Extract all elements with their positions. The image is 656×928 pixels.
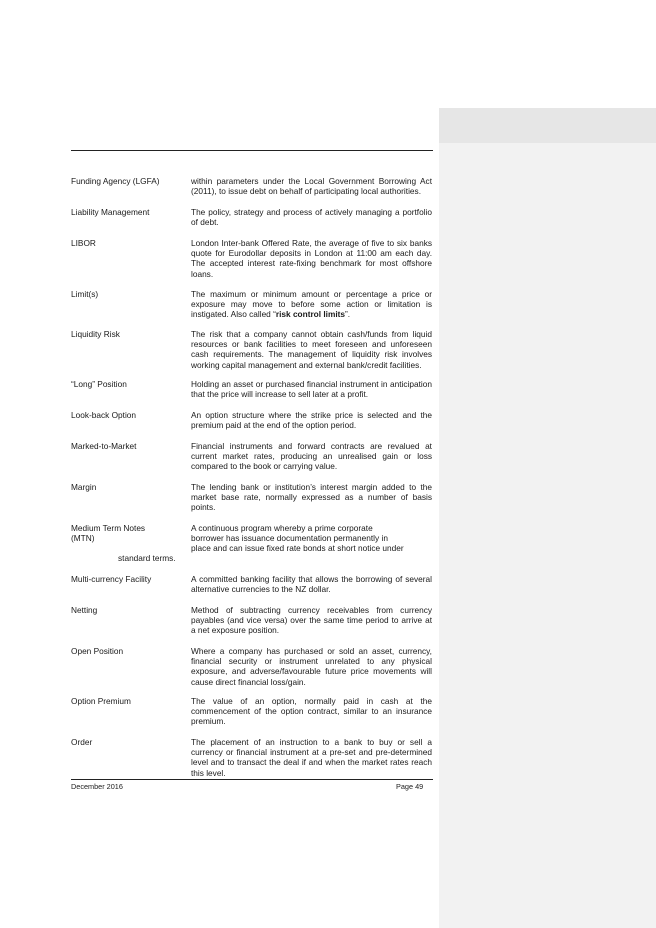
- glossary-definition: London Inter-bank Offered Rate, the average of five to six banks quote for Eurodollar deposits in London at 11:00 am each day. The accepted interest rate-fixing benchmark for most offshore loans.: [191, 238, 432, 279]
- glossary-term: Limit(s): [71, 289, 99, 299]
- definition-line: A continuous program whereby a prime corporate: [191, 523, 373, 533]
- glossary-definition: An option structure where the strike price is selected and the premium paid at the end of the option period.: [191, 410, 432, 431]
- glossary-definition: Holding an asset or purchased financial instrument in anticipation that the price will increase to sell later at a profit.: [191, 379, 432, 400]
- comment-pane-header: [439, 108, 656, 143]
- glossary-definition: The value of an option, normally paid in cash at the commencement of the option contract, similar to an insurance premium.: [191, 696, 432, 727]
- footer-page-number: Page 49: [396, 782, 424, 791]
- glossary-term: “Long” Position: [71, 379, 127, 389]
- glossary-definition: [191, 523, 432, 554]
- glossary-term: LIBOR: [71, 238, 96, 248]
- definition-line: borrower has issuance documentation permanently in: [191, 533, 388, 544]
- glossary-term: Open Position: [71, 646, 124, 656]
- glossary-term: Multi-currency Facility: [71, 574, 152, 584]
- glossary-term: Netting: [71, 605, 98, 615]
- glossary-term: Liability Management: [71, 207, 150, 217]
- glossary-term: Option Premium: [71, 696, 131, 706]
- glossary-definition: The policy, strategy and process of actively managing a portfolio of debt.: [191, 207, 432, 228]
- header-rule: [71, 150, 433, 151]
- footer-rule: [71, 779, 433, 780]
- glossary-term-line: Medium Term Notes: [71, 523, 146, 533]
- definition-text: ”.: [345, 309, 351, 320]
- definition-line: place and can issue fixed rate bonds at short notice under: [191, 543, 404, 554]
- glossary-definition: [191, 289, 432, 320]
- glossary-definition: The risk that a company cannot obtain cash/funds from liquid resources or bank facilities to meet foreseen and unforeseen cash requirements. The management of liquidity risk involves working capital management and external bank/credit facilities.: [191, 329, 432, 370]
- glossary-definition: Financial instruments and forward contracts are revalued at current market rates, producing an unrealised gain or loss compared to the book or carrying value.: [191, 441, 432, 472]
- definition-bold-text: risk control limits: [275, 309, 346, 320]
- glossary-term: Margin: [71, 482, 97, 492]
- glossary-term: Order: [71, 737, 93, 747]
- definition-tail: standard terms.: [118, 553, 176, 563]
- glossary-term: Marked-to-Market: [71, 441, 137, 451]
- glossary-definition: Method of subtracting currency receivables from currency payables (and vice versa) over the same time period to arrive at a net exposure position.: [191, 605, 432, 636]
- glossary-term: Look-back Option: [71, 410, 137, 420]
- glossary-definition: The lending bank or institution’s interest margin added to the market base rate, normally expressed as a number of basis points.: [191, 482, 432, 513]
- glossary-definition: Where a company has purchased or sold an asset, currency, financial security or instrument unrelated to any physical exposure, and adverse/favourable future price movements will cause direct financial loss/gain.: [191, 646, 432, 687]
- glossary-term-line: (MTN): [71, 533, 95, 544]
- definition-text: The maximum or minimum amount or percentage a price or exposure may move to before some action or limitation is instigated. Also called “: [191, 289, 432, 320]
- glossary-definition: within parameters under the Local Government Borrowing Act (2011), to issue debt on behalf of participating local authorities.: [191, 176, 432, 197]
- comment-pane: [439, 108, 656, 928]
- glossary-term: Liquidity Risk: [71, 329, 120, 339]
- footer-date: December 2016: [71, 782, 123, 791]
- glossary-term: [71, 523, 183, 543]
- glossary-definition: A committed banking facility that allows the borrowing of several alternative currencies to the NZ dollar.: [191, 574, 432, 595]
- glossary-definition: The placement of an instruction to a bank to buy or sell a currency or financial instrument at a pre-set and pre-determined level and to transact the deal if and when the market rates reach this level.: [191, 737, 432, 778]
- glossary-term: Funding Agency (LGFA): [71, 176, 160, 186]
